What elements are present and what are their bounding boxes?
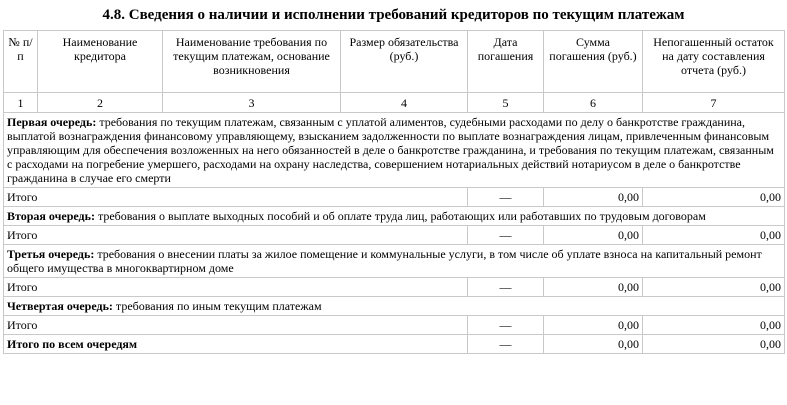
total-label: Итого [4,316,468,335]
section-row-first [4,113,785,188]
header-number: № п/п [4,31,38,93]
total-date-dash: — [468,226,544,245]
section-label: Четвертая очередь: [7,299,113,313]
total-paid: 0,00 [544,278,643,297]
section-title: 4.8. Сведения о наличии и исполнении требований кредиторов по текущим платежам [102,7,685,23]
total-remaining: 0,00 [643,188,785,207]
total-row-second [4,226,785,245]
column-number: 1 [4,93,38,113]
total-row-first [4,188,785,207]
total-paid: 0,00 [544,188,643,207]
column-number: 4 [341,93,468,113]
section-row-fourth [4,297,785,316]
total-paid: 0,00 [544,316,643,335]
section-text: требования по иным текущим платежам [112,299,322,313]
section-text: требования о выплате выходных пособий и об оплате труда лиц, работающих или работавших по трудовым договорам [94,209,706,223]
header-repayment-date: Дата погашения [468,31,544,93]
section-text: требования о внесении платы за жилое помещение и коммунальные услуги, в том числе об уплате взноса на капитальный ремонт общего имущества в многоквартирном доме [7,247,762,275]
column-number: 3 [163,93,341,113]
total-paid: 0,00 [544,226,643,245]
header-repayment-sum: Сумма погашения (руб.) [544,31,643,93]
section-text: требования по текущим платежам, связанным с уплатой алиментов, судебными расходами по делу о банкротстве гражданина, выплатой вознаграждения финансовому управляющему, взысканием задолженности по выплате вознаграждения лицам, привлеченным финансовым управляющим для обеспечения возложенных на него обязанностей в деле о банкротстве гражданина, и требования по текущим платежам, связанным с расходами на погребение умершего, расходами на охрану наследства, совершением нотариальных действий нотариусом в деле о банкротстве гражданина в случае его смерти [7,115,774,185]
total-date-dash: — [468,316,544,335]
section-label: Вторая очередь: [7,209,95,223]
grand-total-paid: 0,00 [544,335,643,354]
column-number: 5 [468,93,544,113]
grand-total-remaining: 0,00 [643,335,785,354]
section-description [4,245,785,278]
column-number: 2 [38,93,163,113]
section-label: Третья очередь: [7,247,95,261]
section-description [4,207,785,226]
column-number-row [4,93,785,113]
total-remaining: 0,00 [643,316,785,335]
total-row-third [4,278,785,297]
total-label: Итого [4,188,468,207]
creditors-table [3,30,785,354]
section-label: Первая очередь: [7,115,97,129]
total-remaining: 0,00 [643,226,785,245]
total-label: Итого [4,278,468,297]
header-row [4,31,785,93]
total-row-fourth [4,316,785,335]
header-creditor: Наименование кредитора [38,31,163,93]
section-row-second [4,207,785,226]
column-number: 7 [643,93,785,113]
header-obligation: Размер обязательства (руб.) [341,31,468,93]
grand-total-label: Итого по всем очередям [4,335,468,354]
total-date-dash: — [468,188,544,207]
grand-total-row [4,335,785,354]
section-row-third [4,245,785,278]
header-requirement: Наименование требования по текущим платежам, основание возникновения [163,31,341,93]
total-remaining: 0,00 [643,278,785,297]
total-date-dash: — [468,278,544,297]
header-remaining: Непогашенный остаток на дату составления отчета (руб.) [643,31,785,93]
grand-total-dash: — [468,335,544,354]
total-label: Итого [4,226,468,245]
column-number: 6 [544,93,643,113]
section-description [4,297,785,316]
section-description [4,113,785,188]
